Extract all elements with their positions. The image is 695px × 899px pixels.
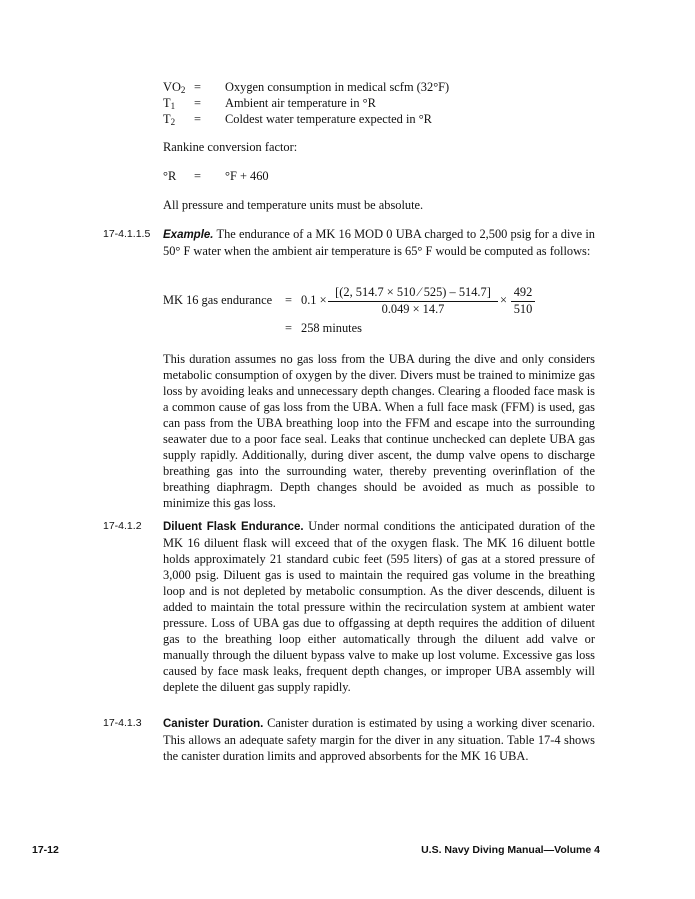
equation-result: 258 minutes: [301, 321, 362, 335]
definition-equals: =: [194, 96, 201, 110]
equation-equals: =: [285, 293, 292, 307]
canister-title: Canister Duration.: [163, 718, 264, 730]
diluent-paragraph: [163, 518, 595, 696]
equation-label: MK 16 gas endurance: [163, 293, 273, 307]
definition-row: [163, 95, 175, 111]
definition-row: [163, 79, 185, 95]
definition-term: VO: [163, 80, 181, 94]
rankine-lhs: °R: [163, 169, 177, 183]
section-number: 17-4.1.3: [103, 717, 142, 729]
definition-subscript: 2: [170, 117, 176, 127]
example-paragraph: [163, 226, 595, 259]
section-number: 17-4.1.2: [103, 520, 142, 532]
page-number: 17-12: [32, 844, 59, 856]
example-title: Example.: [163, 229, 214, 241]
rankine-equals: =: [194, 169, 201, 183]
diluent-text: Under normal conditions the anticipated duration of the MK 16 diluent flask will exceed that of the oxygen flask. The MK 16 diluent bottle holds approximately 21 standard cubic feet (595 liters) of gas at a stored pressure of 3,000 psig. Diluent gas is used to maintain the required gas volume in the breathing loop and is not depleted by metabolic consumption. As the diver descends, diluent is added to maintain the total pressure within the recirculation system at ambient water pressure. Loss of UBA gas due to offgassing at depth requires the addition of diluent gas to the breathing loop either automatically through the diluent add valve or manually through the diluent bypass valve to make up lost volume. Excessive gas loss caused by face mask leaks, frequent depth changes, or improper UBA assembly will deplete the diluent gas supply rapidly.: [163, 519, 595, 695]
definition-description: Oxygen consumption in medical scfm (32°F): [225, 80, 450, 94]
fraction2-numerator: 492: [513, 285, 533, 299]
definition-subscript: 1: [170, 101, 176, 111]
example-text: The endurance of a MK 16 MOD 0 UBA charged to 2,500 psig for a dive in 50° F water when the ambient air temperature is 65° F would be computed as follows:: [163, 227, 595, 259]
definition-equals: =: [194, 80, 201, 94]
rankine-heading: Rankine conversion factor:: [163, 140, 298, 154]
fraction2-denominator: 510: [513, 302, 533, 316]
fraction-denominator: 0.049 × 14.7: [381, 302, 445, 316]
equation-factor: 0.1 ×: [301, 293, 327, 307]
manual-title: U.S. Navy Diving Manual—Volume 4: [421, 844, 600, 856]
definition-row: [163, 111, 175, 127]
canister-text: Canister duration is estimated by using a working diver scenario. This allows an adequate safety margin for the diver in any situation. Table 17-4 shows the canister duration limits and approved absorbents for the MK 16 UBA.: [163, 716, 595, 764]
definition-subscript: 2: [180, 85, 186, 95]
fraction-numerator: [(2, 514.7 × 510 ⁄ 525) – 514.7]: [335, 285, 491, 299]
definition-description: Ambient air temperature in °R: [225, 96, 376, 110]
result-equals: =: [285, 321, 292, 335]
definition-equals: =: [194, 112, 201, 126]
absolute-units-note: All pressure and temperature units must be absolute.: [163, 198, 424, 212]
rankine-rhs: °F + 460: [225, 169, 269, 183]
diluent-title: Diluent Flask Endurance.: [163, 521, 304, 533]
canister-paragraph: [163, 715, 595, 764]
definition-term: T: [163, 96, 171, 110]
definition-description: Coldest water temperature expected in °R: [225, 112, 432, 126]
section-number: 17-4.1.1.5: [103, 228, 151, 240]
equation-times: ×: [500, 293, 507, 307]
definition-term: T: [163, 112, 171, 126]
duration-paragraph: This duration assumes no gas loss from the UBA during the dive and only considers metabolic consumption of oxygen by the diver. Divers must be trained to minimize gas loss by avoiding leaks and unnecessary depth changes. Clearing a flooded face mask is a common cause of gas loss from the UBA. When a full face mask (FFM) is used, gas can pass from the UBA breathing loop into the FFM and escape into the surrounding seawater due to a poor face seal. Leaks that continue unchecked can deplete UBA gas supply rapidly. Additionally, during diver ascent, the dump valve opens to discharge breathing gas into the surrounding water, thereby preventing overinflation of the breathing diaphragm. Depth changes should be avoided as much as possible to minimize this gas loss.: [163, 352, 595, 511]
